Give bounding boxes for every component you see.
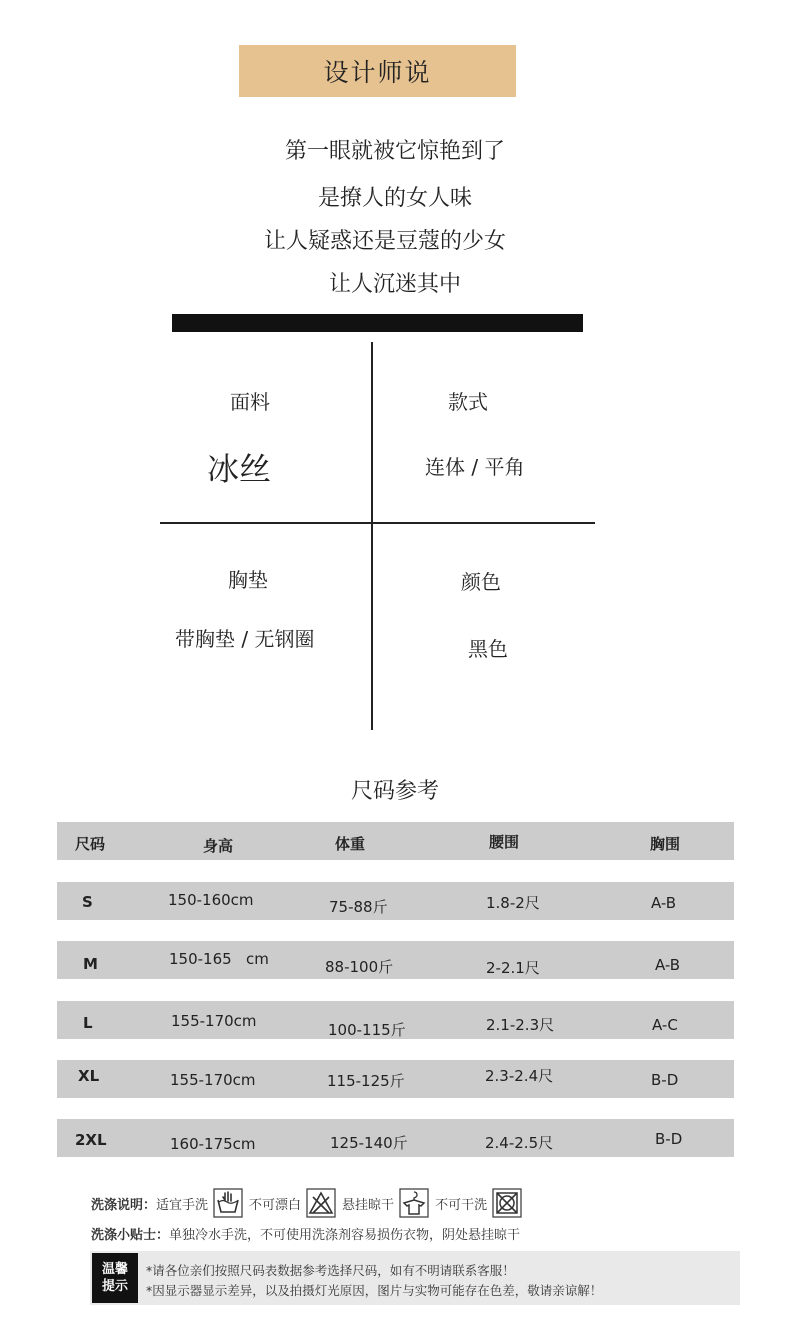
row-xl-bust: B-D — [651, 1071, 679, 1089]
style-value: 连体 / 平角 — [425, 455, 525, 479]
row-s-bust: A-B — [651, 894, 677, 912]
table-row — [57, 941, 734, 979]
fabric-value: 冰丝 — [207, 450, 272, 488]
header-bust: 胸围 — [650, 835, 681, 853]
row-xl-waist: 2.3-2.4尺 — [485, 1067, 554, 1085]
hang-dry-icon — [399, 1188, 429, 1218]
row-l-bust: A-C — [652, 1016, 678, 1034]
header-height: 身高 — [203, 837, 234, 855]
poem-line-3: 让人疑惑还是豆蔻的少女 — [263, 229, 506, 254]
pad-label: 胸垫 — [228, 568, 268, 592]
washing-tips — [91, 1224, 520, 1243]
designer-says-tag — [239, 45, 516, 97]
row-s-waist: 1.8-2尺 — [486, 894, 540, 912]
header-size: 尺码 — [75, 835, 106, 853]
row-l-height: 155-170cm — [171, 1012, 257, 1030]
row-2xl-waist: 2.4-2.5尺 — [485, 1134, 554, 1152]
wash-item-hang-dry: 悬挂晾干 — [342, 1197, 395, 1213]
row-m-bust: A-B — [655, 956, 681, 974]
notice-tag — [92, 1253, 138, 1303]
pad-value: 带胸垫 / 无钢圈 — [175, 627, 315, 651]
washing-instructions — [91, 1187, 528, 1219]
row-2xl-height: 160-175cm — [170, 1135, 256, 1153]
row-xl-weight: 115-125斤 — [327, 1072, 405, 1090]
row-m-height: 150-165 cm — [169, 950, 269, 968]
table-row — [57, 882, 734, 920]
wash-item-hand: 适宜手洗 — [156, 1197, 209, 1213]
washing-instructions-head: 洗涤说明： — [91, 1197, 157, 1213]
header-weight: 体重 — [335, 835, 366, 853]
color-value: 黑色 — [468, 637, 508, 661]
row-2xl-bust: B-D — [655, 1130, 683, 1148]
poem-line-1: 第一眼就被它惊艳到了 — [284, 139, 505, 164]
grid-horizontal-line — [160, 522, 595, 524]
wash-item-no-dry-clean: 不可干洗 — [435, 1197, 488, 1213]
row-xl-height: 155-170cm — [170, 1071, 256, 1089]
hand-wash-icon — [213, 1188, 243, 1218]
style-label: 款式 — [448, 390, 488, 414]
row-l-size: L — [83, 1014, 93, 1032]
row-l-weight: 100-115斤 — [328, 1021, 406, 1039]
row-2xl-size: 2XL — [75, 1131, 107, 1149]
poem-line-4: 让人沉迷其中 — [328, 272, 461, 297]
row-m-weight: 88-100斤 — [325, 958, 394, 976]
row-2xl-weight: 125-140斤 — [330, 1134, 408, 1152]
row-s-size: S — [82, 893, 93, 911]
row-s-weight: 75-88斤 — [329, 898, 388, 916]
no-bleach-icon — [306, 1188, 336, 1218]
divider-bar — [172, 314, 583, 332]
grid-vertical-line — [371, 342, 373, 730]
row-m-waist: 2-2.1尺 — [486, 959, 540, 977]
fabric-label: 面料 — [230, 390, 270, 414]
notice-tag-line1: 温馨 — [101, 1262, 128, 1277]
row-xl-size: XL — [78, 1067, 100, 1085]
size-table-header — [57, 822, 734, 860]
row-l-waist: 2.1-2.3尺 — [486, 1016, 555, 1034]
wash-item-no-bleach: 不可漂白 — [249, 1197, 302, 1213]
color-label: 颜色 — [461, 570, 501, 594]
notice-line-1: *请各位亲们按照尺码表数据参考选择尺码，如有不明请联系客服！ — [146, 1263, 515, 1278]
size-chart-title: 尺码参考 — [350, 779, 439, 804]
no-dry-clean-icon — [492, 1188, 522, 1218]
header-waist: 腰围 — [489, 833, 520, 851]
poem-line-2: 是撩人的女人味 — [317, 186, 472, 211]
row-m-size: M — [83, 955, 98, 973]
designer-says-title: 设计师说 — [323, 58, 432, 87]
notice-tag-line2: 提示 — [101, 1279, 128, 1294]
washing-tips-head: 洗涤小贴士： — [91, 1228, 170, 1243]
row-s-height: 150-160cm — [168, 891, 254, 909]
washing-tips-text: 单独冷水手洗，不可使用洗涤剂容易损伤衣物，阴处悬挂晾干 — [169, 1228, 521, 1243]
notice-line-2: *因显示器显示差异，以及拍摄灯光原因，图片与实物可能存在色差，敬请亲谅解！ — [146, 1283, 603, 1298]
